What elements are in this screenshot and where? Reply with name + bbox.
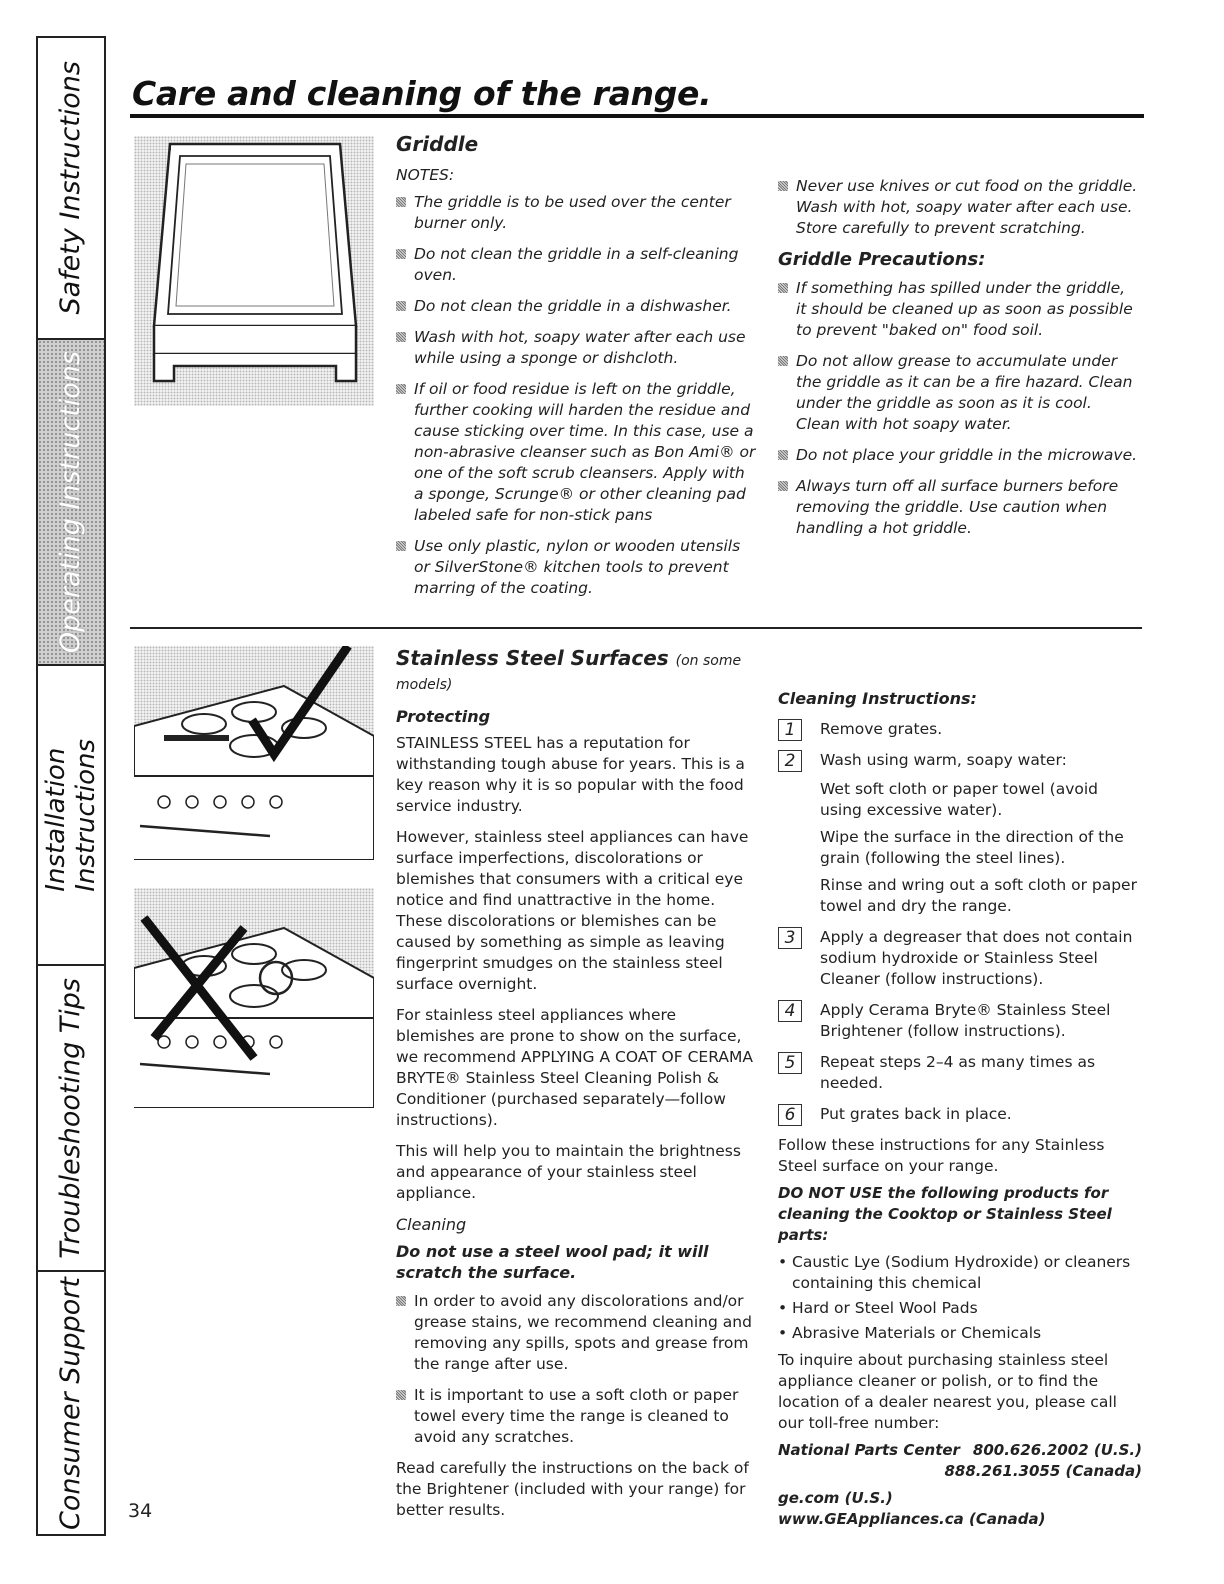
bullet-icon xyxy=(396,1296,406,1306)
griddle-note: Use only plastic, nylon or wooden utensils or SilverStone® kitchen tools to prevent marring of the coating. xyxy=(396,536,758,599)
web-canada-link[interactable]: www.GEAppliances.ca (Canada) xyxy=(778,1510,1046,1528)
cleaning-bullet: It is important to use a soft cloth or paper towel every time the range is cleaned to avoid any scratches. xyxy=(396,1385,758,1448)
step-item: 2 Wash using warm, soapy water: xyxy=(778,750,1142,771)
follow-text: Follow these instructions for any Stainless Steel surface on your range. xyxy=(778,1136,1105,1175)
bullet-icon xyxy=(396,541,406,551)
griddle-note: Wash with hot, soapy water after each use while using a sponge or dishcloth. xyxy=(396,327,758,369)
step-number: 4 xyxy=(778,1000,802,1022)
griddle-note: Do not clean the griddle in a self-cleaning oven. xyxy=(396,244,758,286)
do-not-use-heading: DO NOT USE the following products for cleaning the Cooktop or Stainless Steel parts: xyxy=(778,1184,1112,1244)
cleaning-instructions-column xyxy=(778,688,1142,1530)
do-not-use-item: • Hard or Steel Wool Pads xyxy=(778,1299,978,1317)
bullet-icon xyxy=(396,1390,406,1400)
step-detail: Rinse and wring out a soft cloth or paper towel and dry the range. xyxy=(820,876,1137,915)
precaution-item: Do not allow grease to accumulate under the griddle as it can be a fire hazard. Clean under the griddle as soon as it is cool. Clean with hot soapy water. xyxy=(778,351,1140,435)
web-us-link[interactable]: ge.com (U.S.) xyxy=(778,1489,893,1507)
protecting-paragraph: This will help you to maintain the brightness and appearance of your stainless steel appliance. xyxy=(396,1142,741,1202)
tab-label: Safety Instructions xyxy=(55,61,86,315)
do-not-use-item: • Caustic Lye (Sodium Hydroxide) or cleaners containing this chemical xyxy=(778,1253,1131,1292)
cleaning-bullet: In order to avoid any discolorations and/or grease stains, we recommend cleaning and removing any spills, spots and grease from the range after use. xyxy=(396,1291,758,1375)
incorrect-wipe-illustration xyxy=(134,888,374,1108)
contact-row xyxy=(778,1440,1142,1461)
griddle-precautions-heading: Griddle Precautions: xyxy=(778,249,986,270)
step-number: 3 xyxy=(778,927,802,949)
bullet-icon xyxy=(396,249,406,259)
step-item: 1 Remove grates. xyxy=(778,719,1142,740)
griddle-column xyxy=(396,134,758,609)
griddle-drawing xyxy=(134,136,374,406)
tab-label: Installation Instructions xyxy=(41,738,101,892)
step-number: 2 xyxy=(778,750,802,772)
griddle-heading: Griddle xyxy=(396,132,479,156)
tab-troubleshooting-tips[interactable] xyxy=(38,966,104,1272)
tab-operating-instructions[interactable] xyxy=(38,340,104,666)
step-number: 1 xyxy=(778,719,802,741)
inquire-text: To inquire about purchasing stainless steel appliance cleaner or polish, or to find the location of a dealer nearest you, please call our toll-free number: xyxy=(778,1351,1117,1432)
page-number: 34 xyxy=(128,1500,153,1522)
step-detail: Wet soft cloth or paper towel (avoid using excessive water). xyxy=(820,780,1098,819)
griddle-note: If oil or food residue is left on the griddle, further cooking will harden the residue and cause sticking over time. In this case, use a non-abrasive cleanser such as Bon Ami® or one of the soft scrub cleansers. Apply with a sponge, Scrunge® or other cleaning pad labeled safe for non-stick pans xyxy=(396,379,758,526)
bullet-icon xyxy=(778,283,788,293)
tab-installation-instructions[interactable] xyxy=(38,666,104,966)
tab-label: Operating Instructions xyxy=(55,350,86,654)
step-number: 6 xyxy=(778,1104,802,1126)
cleaning-instructions-heading: Cleaning Instructions: xyxy=(778,689,977,708)
tab-label: Troubleshooting Tips xyxy=(55,977,86,1259)
precaution-item: Always turn off all surface burners before removing the griddle. Use caution when handling a hot griddle. xyxy=(778,476,1140,539)
protecting-paragraph: STAINLESS STEEL has a reputation for withstanding tough abuse for years. This is a key reason why it is so popular with the food service industry. xyxy=(396,734,745,815)
griddle-note: Do not clean the griddle in a dishwasher. xyxy=(396,296,758,317)
bullet-icon xyxy=(778,450,788,460)
griddle-illustration xyxy=(134,136,374,406)
griddle-precautions-column xyxy=(778,176,1140,549)
section-divider xyxy=(130,627,1142,629)
phone-canada[interactable]: 888.261.3055 (Canada) xyxy=(944,1462,1142,1480)
tab-safety-instructions[interactable] xyxy=(38,38,104,340)
bullet-icon xyxy=(396,384,406,394)
step-item: 4 Apply Cerama Bryte® Stainless Steel Brightener (follow instructions). xyxy=(778,1000,1142,1042)
do-not-use-item: • Abrasive Materials or Chemicals xyxy=(778,1324,1042,1342)
step-number: 5 xyxy=(778,1052,802,1074)
stainless-heading: Stainless Steel Surfaces (on some models) xyxy=(396,646,742,693)
cooktop-x-drawing xyxy=(134,888,374,1108)
correct-wipe-illustration xyxy=(134,646,374,860)
tab-consumer-support[interactable] xyxy=(38,1272,104,1534)
bullet-icon xyxy=(778,181,788,191)
precaution-item: If something has spilled under the griddle, it should be cleaned up as soon as possible to prevent "baked on" food soil. xyxy=(778,278,1140,341)
cleaning-footer: Read carefully the instructions on the back of the Brightener (included with your range) for better results. xyxy=(396,1459,749,1519)
title-divider xyxy=(130,114,1144,118)
side-tabs xyxy=(36,36,106,1536)
protecting-heading: Protecting xyxy=(396,707,491,726)
griddle-note: Never use knives or cut food on the griddle. Wash with hot, soapy water after each use. Store carefully to prevent scratching. xyxy=(778,176,1140,239)
phone-us[interactable]: 800.626.2002 (U.S.) xyxy=(972,1441,1142,1459)
cooktop-check-drawing xyxy=(134,646,374,860)
cleaning-warning: Do not use a steel wool pad; it will scratch the surface. xyxy=(396,1242,709,1282)
bullet-icon xyxy=(778,356,788,366)
bullet-icon xyxy=(396,197,406,207)
page-title: Care and cleaning of the range. xyxy=(132,74,712,113)
notes-label: NOTES: xyxy=(396,166,455,184)
tab-label: Consumer Support xyxy=(55,1276,86,1530)
precaution-item: Do not place your griddle in the microwave. xyxy=(778,445,1140,466)
step-detail: Wipe the surface in the direction of the grain (following the steel lines). xyxy=(820,828,1124,867)
step-item: 6 Put grates back in place. xyxy=(778,1104,1142,1125)
protecting-paragraph: However, stainless steel appliances can have surface imperfections, discolorations or blemishes that consumers with a critical eye notice and find unattractive in the home. These discolorations or blemishes can be caused by something as simple as leaving fingerprint smudges on the stainless steel surface overnight. xyxy=(396,828,749,993)
griddle-note: The griddle is to be used over the center burner only. xyxy=(396,192,758,234)
step-item: 5 Repeat steps 2–4 as many times as needed. xyxy=(778,1052,1142,1094)
bullet-icon xyxy=(396,301,406,311)
step-item: 3 Apply a degreaser that does not contain sodium hydroxide or Stainless Steel Cleaner (follow instructions). xyxy=(778,927,1142,990)
cleaning-heading: Cleaning xyxy=(396,1215,467,1234)
bullet-icon xyxy=(396,332,406,342)
stainless-heading-note: (on some models) xyxy=(396,653,742,693)
parts-center-name: National Parts Center xyxy=(778,1441,960,1459)
protecting-paragraph: For stainless steel appliances where blemishes are prone to show on the surface, we recommend APPLYING A COAT OF CERAMA BRYTE® Stainless Steel Cleaning Polish & Conditioner (purchased separately—follow instructions). xyxy=(396,1006,753,1129)
stainless-column xyxy=(396,648,758,1531)
bullet-icon xyxy=(778,481,788,491)
